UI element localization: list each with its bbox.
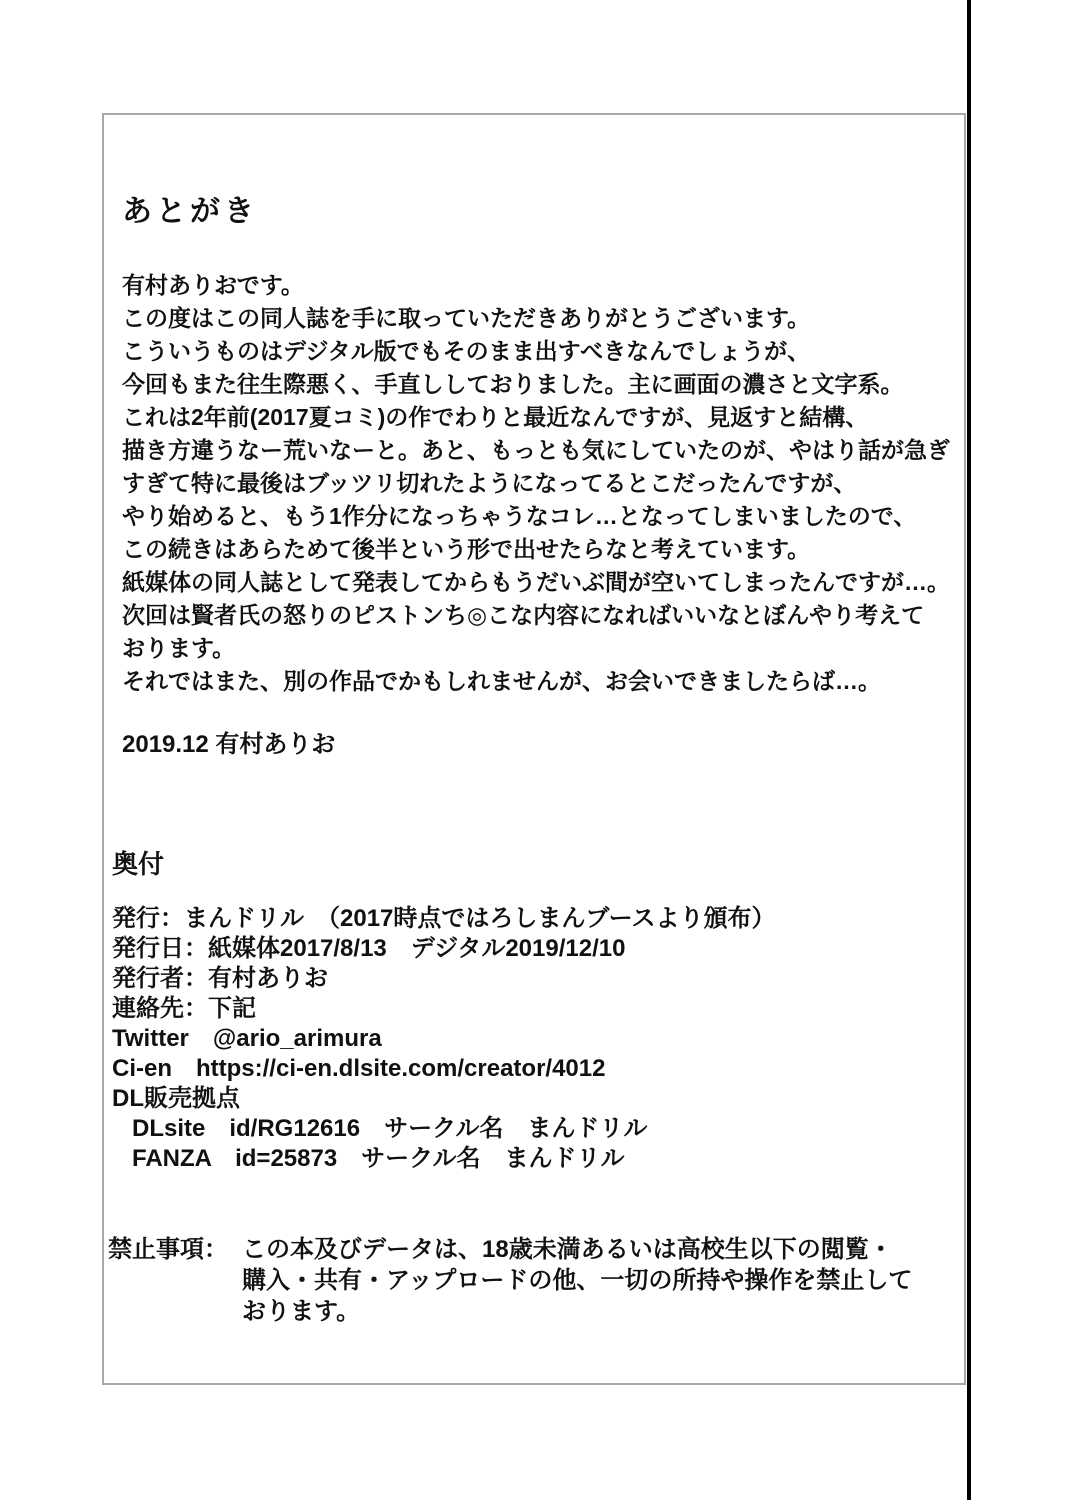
- colophon-title: 奥付: [112, 849, 165, 879]
- afterword-line: こういうものはデジタル版でもそのまま出すべきなんでしょうが、: [122, 338, 811, 364]
- afterword-line: やり始めると、もう1作分になっちゃうなコレ…となってしまいましたので、: [122, 503, 917, 529]
- colophon-publisher-line: 発行：まんドリル （2017時点ではろしまんブースより頒布）: [112, 905, 776, 932]
- prohibition-text-line: 購入・共有・アップロードの他、一切の所持や操作を禁止して: [242, 1267, 913, 1294]
- colophon-pubdate-line: 発行日：紙媒体2017/8/13 デジタル2019/12/10: [112, 935, 626, 962]
- colophon-contact-line: 連絡先：下記: [112, 995, 256, 1022]
- afterword-line: 有村ありおです。: [122, 272, 304, 298]
- afterword-line: 描き方違うなー荒いなーと。あと、もっとも気にしていたのが、やはり話が急ぎ: [122, 437, 950, 463]
- afterword-line: おります。: [122, 635, 236, 661]
- colophon-author-line: 発行者：有村ありお: [112, 965, 328, 992]
- afterword-title: あとがき: [122, 195, 258, 228]
- afterword-line: この続きはあらためて後半という形で出せたらなと考えています。: [122, 536, 811, 562]
- afterword-line: すぎて特に最後はブッツリ切れたようになってるとこだったんですが、: [122, 470, 857, 496]
- fanza-item: FANZA id=25873 サークル名 まんドリル: [132, 1145, 625, 1172]
- colophon-twitter-line: Twitter @ario_arimura: [112, 1025, 382, 1052]
- prohibition-text: [242, 1234, 912, 1327]
- colophon-cien-line: Ci-en https://ci-en.dlsite.com/creator/4012: [112, 1055, 606, 1082]
- prohibition-section: [108, 1234, 964, 1327]
- page-frame: [102, 113, 966, 1385]
- afterword-section: [122, 269, 964, 698]
- dlsite-item: DLsite id/RG12616 サークル名 まんドリル: [132, 1115, 648, 1142]
- afterword-line: 紙媒体の同人誌として発表してからもうだいぶ間が空いてしまったんですが…。: [122, 569, 950, 595]
- afterword-line: この度はこの同人誌を手に取っていただきありがとうございます。: [122, 305, 811, 331]
- prohibition-label: 禁止事項：: [108, 1236, 228, 1263]
- afterword-line: 次回は賢者氏の怒りのピストンち◎こな内容になればいいなとぼんやり考えて: [122, 602, 925, 628]
- colophon-section: [112, 904, 964, 1174]
- colophon-dl-header-line: DL販売拠点: [112, 1085, 240, 1112]
- afterword-line: 今回もまた往生際悪く、手直ししておりました。主に画面の濃さと文字系。: [122, 371, 904, 397]
- afterword-signature: 2019.12 有村ありお: [122, 731, 336, 758]
- prohibition-text-line: この本及びデータは、18歳未満あるいは高校生以下の閲覧・: [242, 1236, 893, 1263]
- afterword-line: これは2年前(2017夏コミ)の作でわりと最近なんですが、見返すと結構、: [122, 404, 869, 430]
- afterword-line: それではまた、別の作品でかもしれませんが、お会いできましたらば…。: [122, 668, 881, 694]
- page-edge-line: [967, 0, 971, 1500]
- prohibition-text-line: おります。: [242, 1298, 361, 1325]
